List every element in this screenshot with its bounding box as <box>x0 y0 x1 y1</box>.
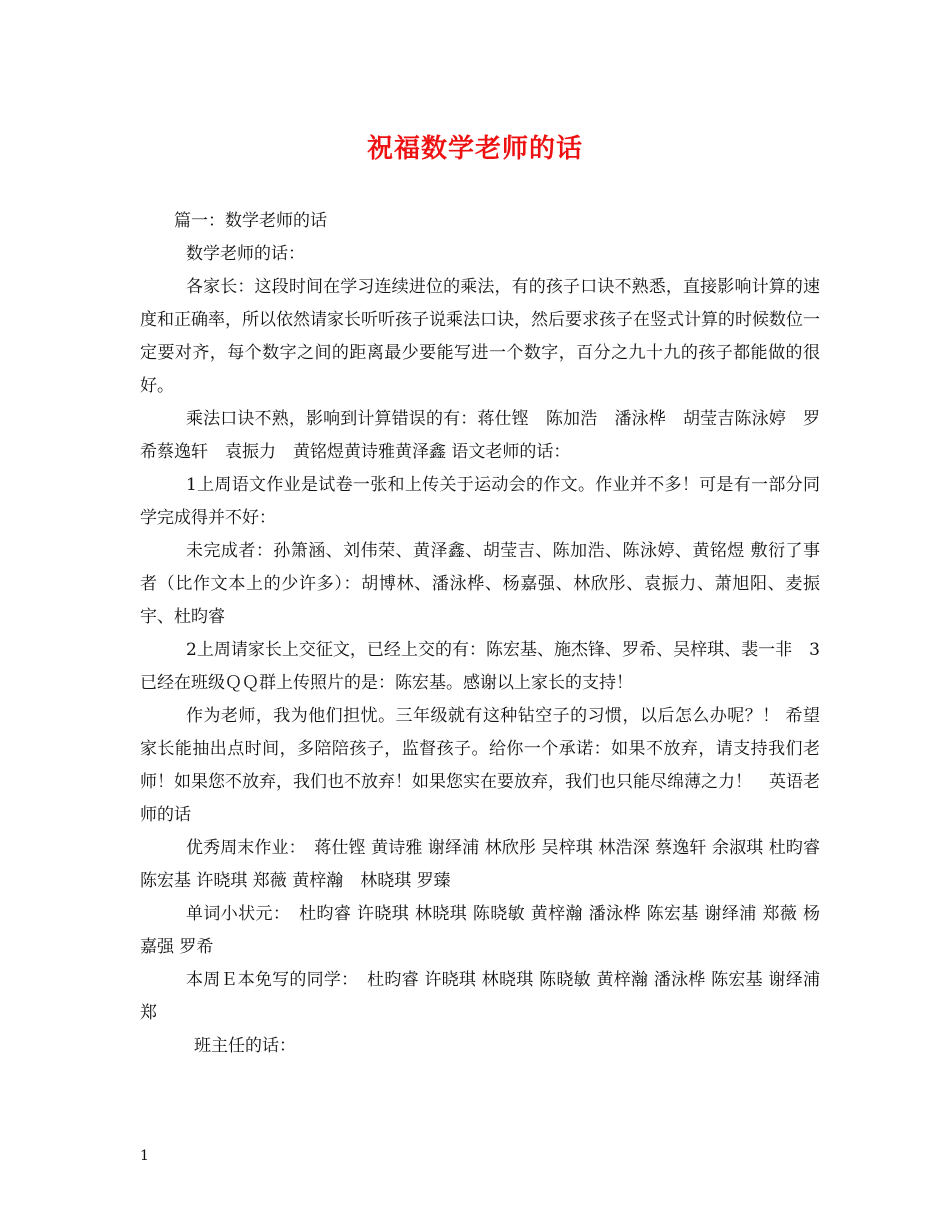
paragraph-excellent-homework: 优秀周末作业： 蒋仕铿 黄诗雅 谢绎浦 林欣彤 吴梓琪 林浩深 蔡逸轩 余淑琪 杜昀睿 陈宏基 许晓琪 郑薇 黄梓瀚 林晓琪 罗臻 <box>140 838 820 891</box>
page-number: 1 <box>140 1148 149 1164</box>
paragraph-parents-notice: 各家长：这段时间在学习连续进位的乘法，有的孩子口诀不熟悉，直接影响计算的速度和正确率，所以依然请家长听听孩子说乘法口诀，然后要求孩子在竖式计算的时候数位一定要对齐，每个数字之间的距离最少要能写进一个数字，百分之九十九的孩子都能做的很好。 <box>140 277 820 396</box>
paragraph-incomplete-list: 未完成者：孙箫涵、刘伟荣、黄泽鑫、胡莹吉、陈加浩、陈泳婷、黄铭煜 敷衍了事者（比作文本上的少许多）：胡博林、潘泳桦、杨嘉强、林欣彤、袁振力、萧旭阳、麦振宇、杜昀睿 <box>140 541 820 627</box>
document-body <box>140 205 820 1063</box>
section-heading: 篇一：数学老师的话 <box>174 211 327 231</box>
paragraph-chinese-homework: 1上周语文作业是试卷一张和上传关于运动会的作文。作业并不多！可是有一部分同学完成得并不好： <box>140 475 820 528</box>
document-title: 祝福数学老师的话 <box>366 134 583 164</box>
paragraph-ebook-exempt: 本周Ｅ本免写的同学： 杜昀睿 许晓琪 林晓琪 陈晓敏 黄梓瀚 潘泳桦 陈宏基 谢绎浦 郑 <box>140 970 820 1023</box>
paragraph-teacher-concern: 作为老师，我为他们担忧。三年级就有这种钻空子的习惯，以后怎么办呢？！ 希望家长能抽出点时间，多陪陪孩子，监督孩子。给你一个承诺：如果不放弃，请支持我们老师！如果您不放弃，我们也不放弃！如果您实在要放弃，我们也只能尽绵薄之力！ 英语老师的话 <box>140 706 820 825</box>
paragraph-essay-submission: 2上周请家长上交征文，已经上交的有：陈宏基、施杰锋、罗希、吴梓琪、裴一非 3已经在班级ＱＱ群上传照片的是：陈宏基。感谢以上家长的支持！ <box>140 640 820 693</box>
paragraph-multiplication-errors: 乘法口诀不熟，影响到计算错误的有：蒋仕铿 陈加浩 潘泳桦 胡莹吉陈泳婷 罗希蔡逸轩 袁振力 黄铭煜黄诗雅黄泽鑫 语文老师的话： <box>140 409 820 462</box>
subheading-math-teacher: 数学老师的话： <box>186 244 305 264</box>
paragraph-word-champions: 单词小状元： 杜昀睿 许晓琪 林晓琪 陈晓敏 黄梓瀚 潘泳桦 陈宏基 谢绎浦 郑薇 杨嘉强 罗希 <box>140 904 820 957</box>
paragraph-homeroom-teacher: 班主任的话： <box>194 1036 296 1056</box>
